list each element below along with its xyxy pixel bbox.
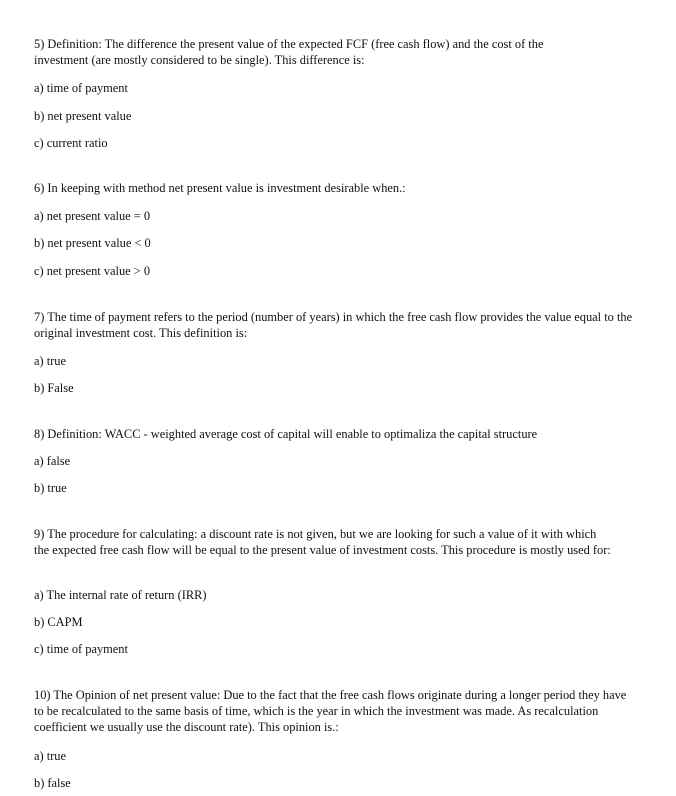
question-text: 10) The Opinion of net present value: Due to the fact that the free cash flows originate during a longer period they have to be recalculated to the same basis of time, which is the year in which the investment was made. As recalculation coefficient we usually use the discount rate). This opinion is.: xyxy=(34,688,627,734)
answer-option: c) net present value > 0 xyxy=(34,264,151,278)
answer-option: b) false xyxy=(34,776,71,790)
question-6 xyxy=(34,180,634,196)
question-text: 8) Definition: WACC - weighted average cost of capital will enable to optimaliza the capital structure xyxy=(34,427,538,441)
question-5 xyxy=(34,36,594,68)
answer-option: a) true xyxy=(34,749,66,763)
question-10 xyxy=(34,687,634,735)
question-9 xyxy=(34,526,614,558)
answer-option: b) CAPM xyxy=(34,615,83,629)
answer-option: c) time of payment xyxy=(34,642,128,656)
answer-option: c) current ratio xyxy=(34,136,108,150)
answer-option: a) false xyxy=(34,454,71,468)
question-text: 5) Definition: The difference the present value of the expected FCF (free cash flow) and the cost of the investment (are mostly considered to be single). This difference is: xyxy=(34,37,544,67)
question-text: 9) The procedure for calculating: a discount rate is not given, but we are looking for such a value of it with which the expected free cash flow will be equal to the present value of investment costs. This procedure is mostly used for: xyxy=(34,527,611,557)
answer-option: a) net present value = 0 xyxy=(34,209,151,223)
answer-option: b) net present value < 0 xyxy=(34,236,151,250)
answer-option: b) net present value xyxy=(34,109,132,123)
answer-option: a) The internal rate of return (IRR) xyxy=(34,588,207,602)
answer-option: b) true xyxy=(34,481,67,495)
answer-option: a) time of payment xyxy=(34,81,128,95)
answer-option: b) False xyxy=(34,381,74,395)
question-7 xyxy=(34,309,642,341)
question-text: 6) In keeping with method net present value is investment desirable when.: xyxy=(34,181,406,195)
answer-option: a) true xyxy=(34,354,66,368)
question-text: 7) The time of payment refers to the period (number of years) in which the free cash flow provides the value equal to the original investment cost. This definition is: xyxy=(34,310,633,340)
question-8 xyxy=(34,426,634,442)
